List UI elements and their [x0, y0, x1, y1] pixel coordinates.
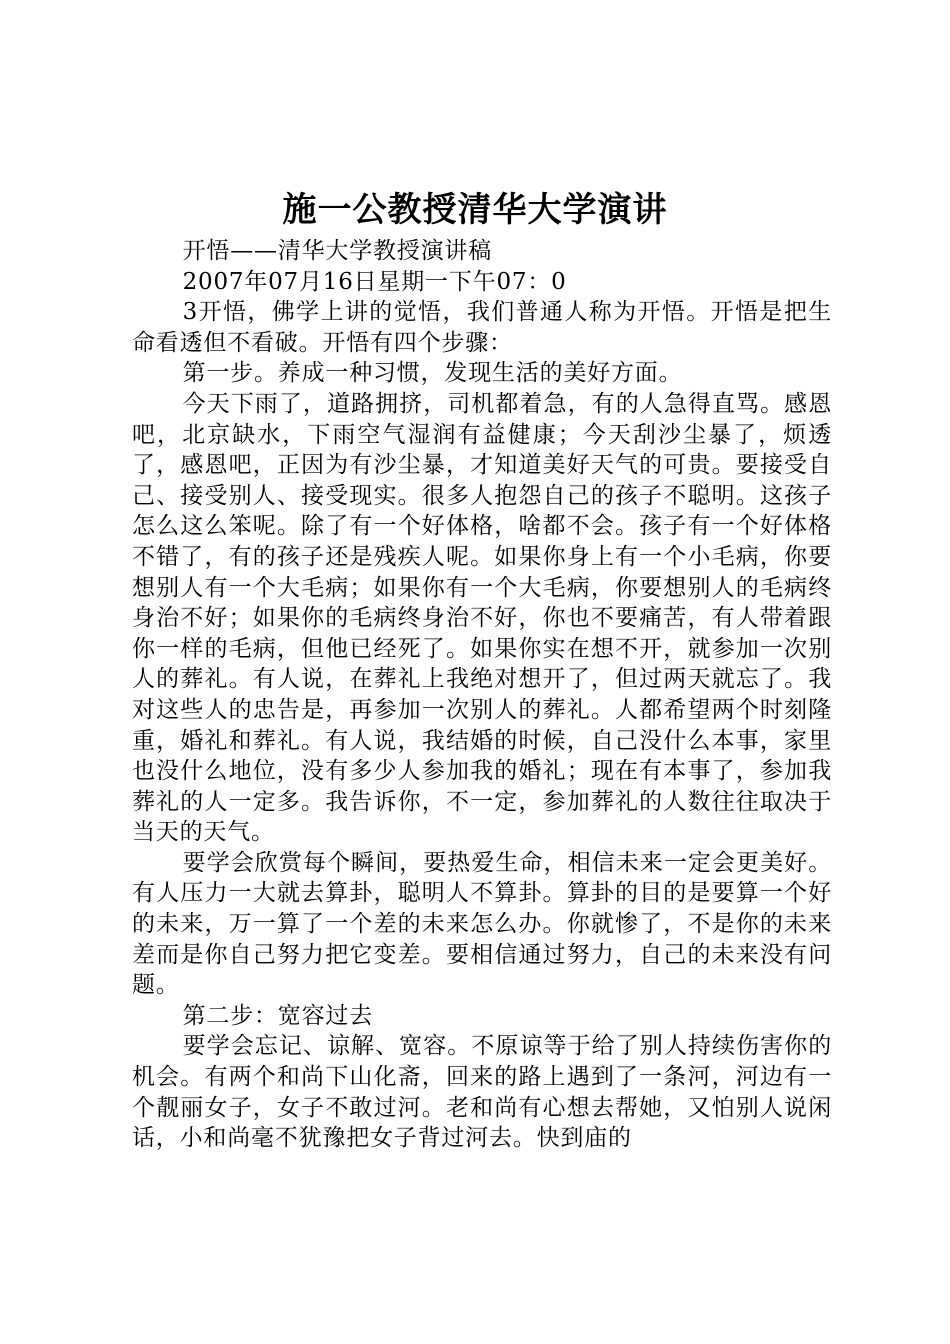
- document-body: [132, 236, 832, 1154]
- paragraph-step-two-heading: 第二步：宽容过去: [182, 1002, 373, 1029]
- paragraph-step-one-heading: 第一步。养成一种习惯，发现生活的美好方面。: [182, 360, 683, 387]
- paragraph-forgive: 要学会忘记、谅解、宽容。不原谅等于给了别人持续伤害你的机会。有两个和尚下山化斋，回来的路上遇到了一条河，河边有一个靓丽女子，女子不敢过河。老和尚有心想去帮她，又怕别人说闲话，小和尚毫不犹豫把女子背过河去。快到庙的: [132, 1033, 832, 1152]
- paragraph-subtitle: 开悟——清华大学教授演讲稿: [182, 238, 492, 264]
- paragraph-intro: 3开悟，佛学上讲的觉悟，我们普通人称为开悟。开悟是把生命看透但不看破。开悟有四个步骤：: [132, 299, 832, 356]
- document-title: 施一公教授清华大学演讲: [282, 190, 668, 230]
- paragraph-appreciate: 要学会欣赏每个瞬间，要热爱生命，相信未来一定会更美好。有人压力一大就去算卦，聪明人不算卦。算卦的目的是要算一个好的未来，万一算了一个差的未来怎么办。你就惨了，不是你的未来差而是你自己努力把它变差。要相信通过努力，自己的未来没有问题。: [132, 849, 832, 999]
- paragraph-date: 2007年07月16日星期一下午07：0: [182, 268, 567, 295]
- paragraph-gratitude: 今天下雨了，道路拥挤，司机都着急，有的人急得直骂。感恩吧，北京缺水，下雨空气湿润有益健康；今天刮沙尘暴了，烦透了，感恩吧，正因为有沙尘暴，才知道美好天气的可贵。要接受自己、接受别人、接受现实。很多人抱怨自己的孩子不聪明。这孩子怎么这么笨呢。除了有一个好体格，啥都不会。孩子有一个好体格不错了，有的孩子还是残疾人呢。如果你身上有一个小毛病，你要想别人有一个大毛病；如果你有一个大毛病，你要想别人的毛病终身治不好；如果你的毛病终身治不好，你也不要痛苦，有人带着跟你一样的毛病，但他已经死了。如果你实在想不开，就参加一次别人的葬礼。有人说，在葬礼上我绝对想开了，但过两天就忘了。我对这些人的忠告是，再参加一次别人的葬礼。人都希望两个时刻隆重，婚礼和葬礼。有人说，我结婚的时候，自己没什么本事，家里也没什么地位，没有多少人参加我的婚礼；现在有本事了，参加我葬礼的人一定多。我告诉你，不一定，参加葬礼的人数往往取决于当天的天气。: [132, 390, 832, 846]
